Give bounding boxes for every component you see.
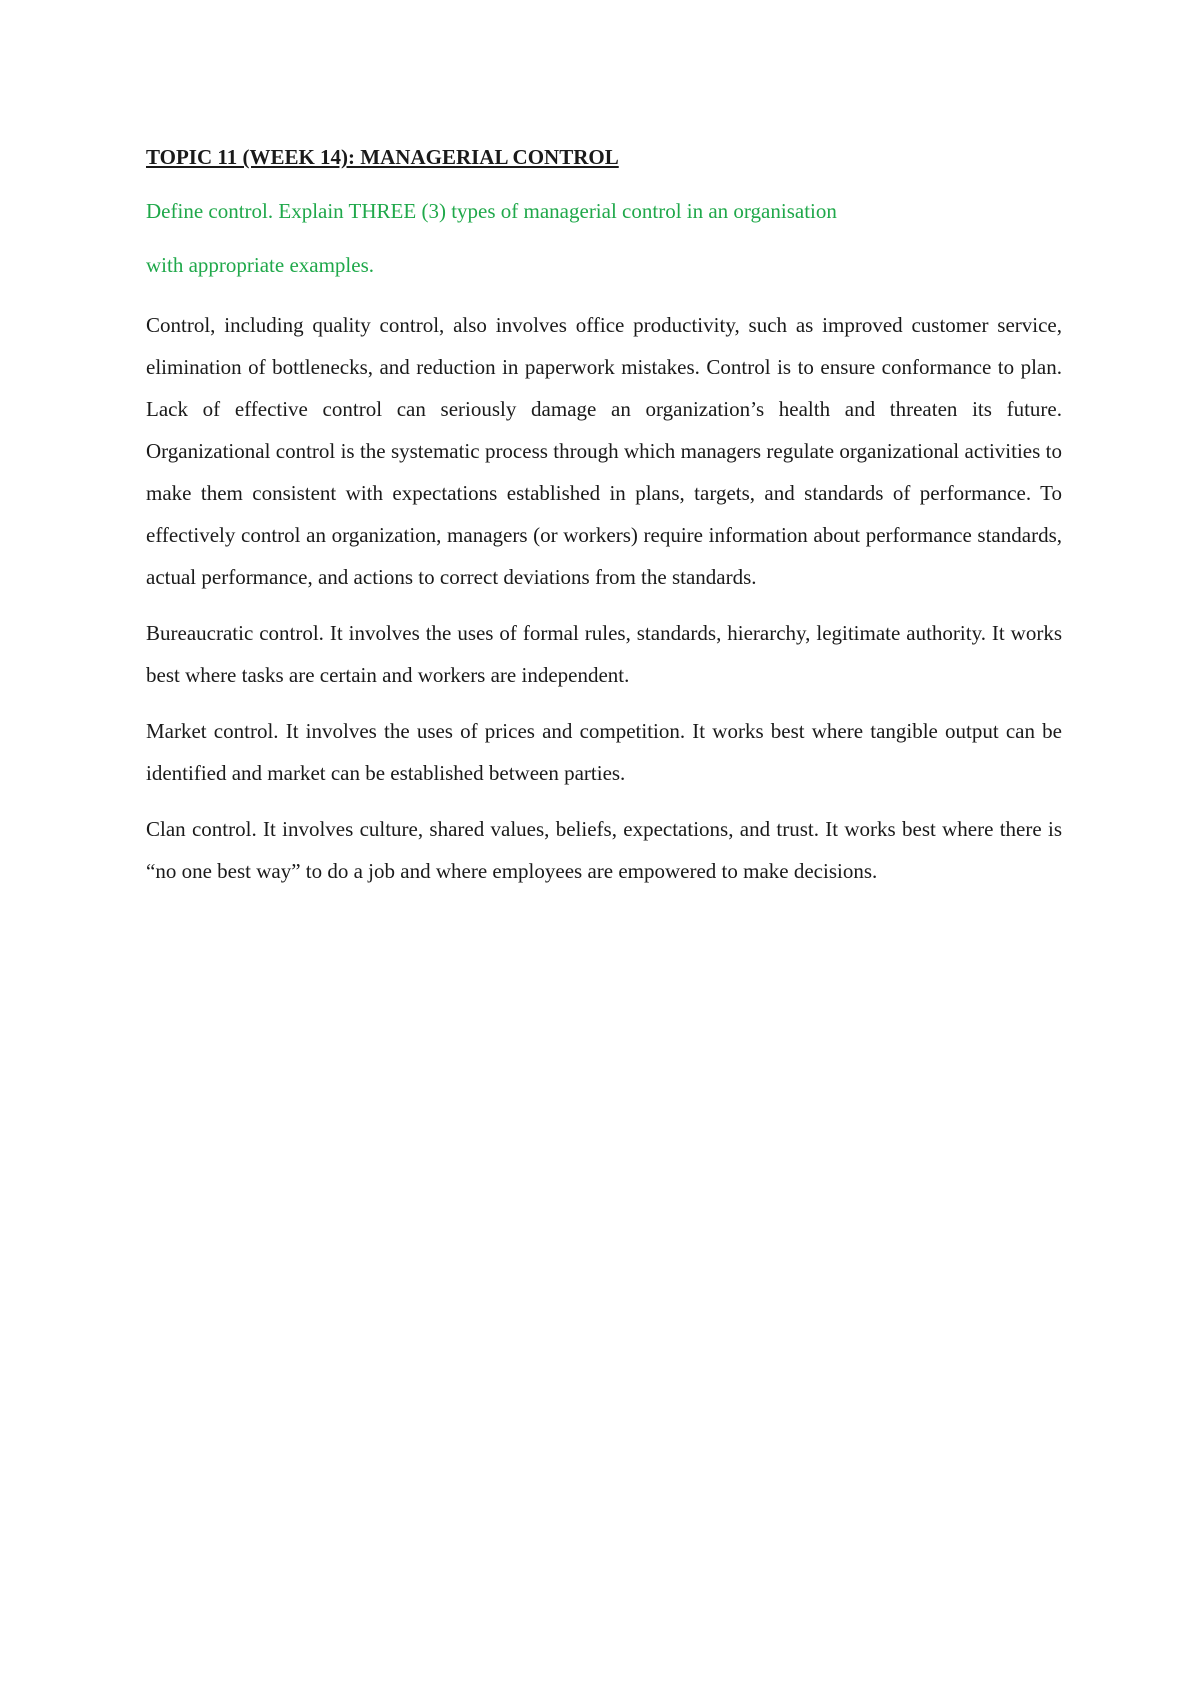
paragraph-market-control: Market control. It involves the uses of prices and competition. It works best where tangible output can be identified and market can be established between parties.	[146, 719, 1062, 785]
question-line-1: Define control. Explain THREE (3) types of managerial control in an organisation	[146, 199, 837, 223]
document-title: TOPIC 11 (WEEK 14): MANAGERIAL CONTROL	[146, 145, 619, 169]
paragraph-bureaucratic-control: Bureaucratic control. It involves the uses of formal rules, standards, hierarchy, legitimate authority. It works best where tasks are certain and workers are independent.	[146, 621, 1062, 687]
question-line-2: with appropriate examples.	[146, 253, 375, 277]
paragraph-clan-control: Clan control. It involves culture, shared values, beliefs, expectations, and trust. It works best where there is “no one best way” to do a job and where employees are empowered to make decisions.	[146, 817, 1062, 883]
paragraph-control-definition: Control, including quality control, also involves office productivity, such as improved customer service, elimination of bottlenecks, and reduction in paperwork mistakes. Control is to ensure conformance to plan. Lack of effective control can seriously damage an organization’s health and threaten its future. Organizational control is the systematic process through which managers regulate organizational activities to make them consistent with expectations established in plans, targets, and standards of performance. To effectively control an organization, managers (or workers) require information about performance standards, actual performance, and actions to correct deviations from the standards.	[146, 313, 1062, 589]
document-content	[146, 142, 1062, 906]
